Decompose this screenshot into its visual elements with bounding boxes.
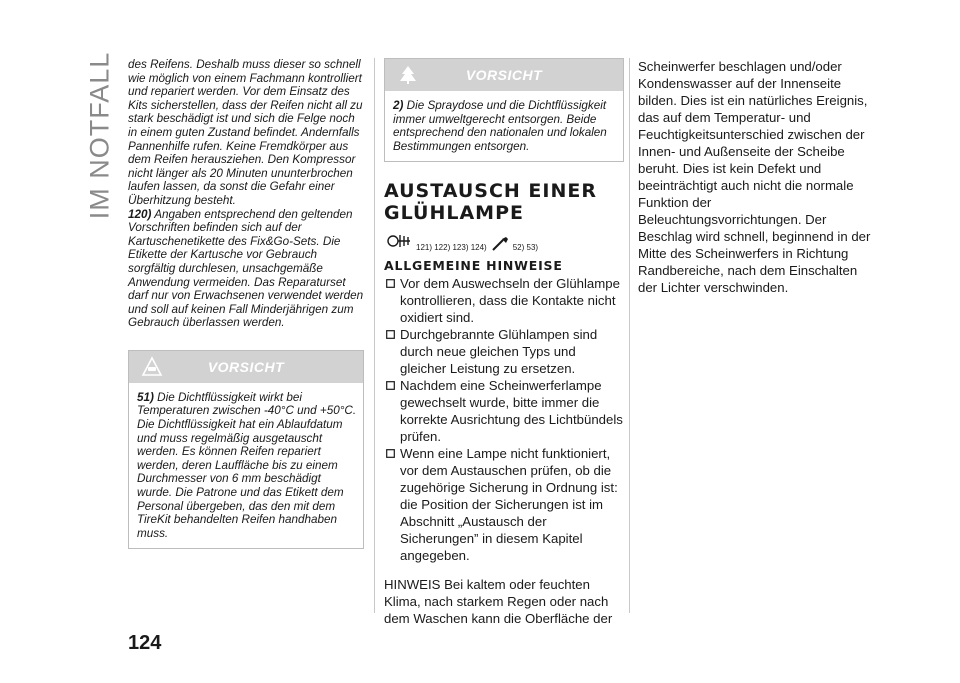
list-item [384,275,624,326]
note-references: 121) 122) 123) 124) [416,243,487,253]
note-number: 120) [128,207,152,221]
square-bullet-icon [386,449,395,458]
column-middle [384,58,624,627]
continued-paragraph: Scheinwerfer beschlagen und/oder Kondenswasser auf der Innenseite bilden. Dies ist ein natürliches Ereignis, das auf dem Temperatur- und Feuchtigkeitsunterschied zwischen der Innen- und Außenseite der Scheibe beruht. Dies ist kein Defekt und beeinträchtigt auch nicht die normale Funktion der Beleuchtungsvorrichtungen. Der Beschlag wird schnell, beginnend in der Mitte des Scheinwerfers in Richtung Randbereiche, nach dem Einschalten der Lichter verschwinden. [638,59,871,295]
subsection-title: ALLGEMEINE HINWEISE [384,258,563,274]
warning-box [128,350,364,550]
column-left [128,58,364,549]
hinweis-paragraph: HINWEIS Bei kaltem oder feuchten Klima, nach starkem Regen oder nach dem Waschen kann die Oberfläche der [384,577,613,627]
car-warning-icon [141,356,163,378]
bulb-icon [384,230,412,252]
screwdriver-icon [491,236,509,252]
note-text: Angaben entsprechend den geltenden Vorschriften befinden sich auf der Kartuschenetikette des Fix&Go-Sets. Die Etikette der Kartusche vor Gebrauch sorgfältig durchlesen, unsachgemäße Anwendung vermeiden. Das Reparaturset darf nur von Erwachsenen verwendet werden und soll auf keinen Fall Minderjährigen zum Gebrauch überlassen werden. [128,207,364,330]
warning-box [384,58,624,162]
list-item-text: Durchgebrannte Glühlampen sind durch neue gleichen Typs und gleicher Leistung zu ersetzen. [400,327,598,377]
warning-title: VORSICHT [465,67,543,83]
warning-number: 2) [393,99,404,112]
column-divider [629,58,630,613]
warning-title: VORSICHT [207,358,285,375]
list-item [384,377,624,445]
continued-paragraph: des Reifens. Deshalb muss dieser so schnell wie möglich von einem Fachmann kontrolliert und repariert werden. Vor dem Einsatz des Kits sicherstellen, dass der Reifen nicht all zu stark beschädigt ist und sich die Felge noch in einem guten Zustand befindet. Andernfalls Pannenhilfe rufen. Keine Fremdkörper aus dem Reifen herausziehen. Den Kompressor nicht länger als 20 Minuten ununterbrochen laufen lassen, da sonst die Gefahr einer Überhitzung besteht. [128,58,363,207]
warning-header [129,351,363,383]
warning-text: Die Spraydose und die Dichtflüssigkeit immer umweltgerecht entsorgen. Beide entsprechend den nationalen und lokalen Bestimmungen entsorgen. [393,99,607,153]
list-item [384,326,624,377]
warning-paragraph [393,99,617,153]
warning-number: 51) [137,390,154,404]
list-item-text: Wenn eine Lampe nicht funktioniert, vor dem Austauschen prüfen, ob die zugehörige Sicherung in Ordnung ist: die Position der Sicherungen ist im Abschnitt „Austausch der Sicherungen” in diesem Kapitel angegeben. [400,446,618,564]
section-title: AUSTAUSCH EINER GLÜHLAMPE [384,180,597,225]
list-item [384,445,624,564]
page-number: 124 [128,632,162,654]
square-bullet-icon [386,381,395,390]
spacer [384,564,624,576]
tree-environment-icon [397,64,419,86]
warning-references: 52) 53) [512,243,539,253]
note-120 [128,208,364,330]
warning-text: Die Dichtflüssigkeit wirkt bei Temperaturen zwischen -40°C und +50°C. Die Dichtflüssigkeit hat ein Ablaufdatum und muss regelmäßig ausgetauscht werden. Es können Reifen repariert werden, deren Lauffläche bis zu einem Durchmesser von 6 mm beschädigt wurde. Die Patrone und das Etikett dem Personal übergeben, das den mit dem TireKit behandelten Reifen handhaben muss. [137,390,357,540]
square-bullet-icon [386,330,395,339]
warning-paragraph [137,391,357,541]
chapter-title: IM NOTFALL [84,51,115,219]
column-right [638,58,878,296]
square-bullet-icon [386,279,395,288]
chapter-side-tab [78,51,122,219]
warning-body [385,91,623,161]
list-item-text: Nachdem eine Scheinwerferlampe gewechselt wurde, bitte immer die korrekte Ausrichtung des Lichtbündels prüfen. [400,378,623,445]
column-divider [374,58,375,613]
warning-header [385,59,623,91]
list-item-text: Vor dem Auswechseln der Glühlampe kontrollieren, dass die Kontakte nicht oxidiert sind. [400,276,620,326]
warning-body [129,383,363,549]
references-line [384,230,624,252]
